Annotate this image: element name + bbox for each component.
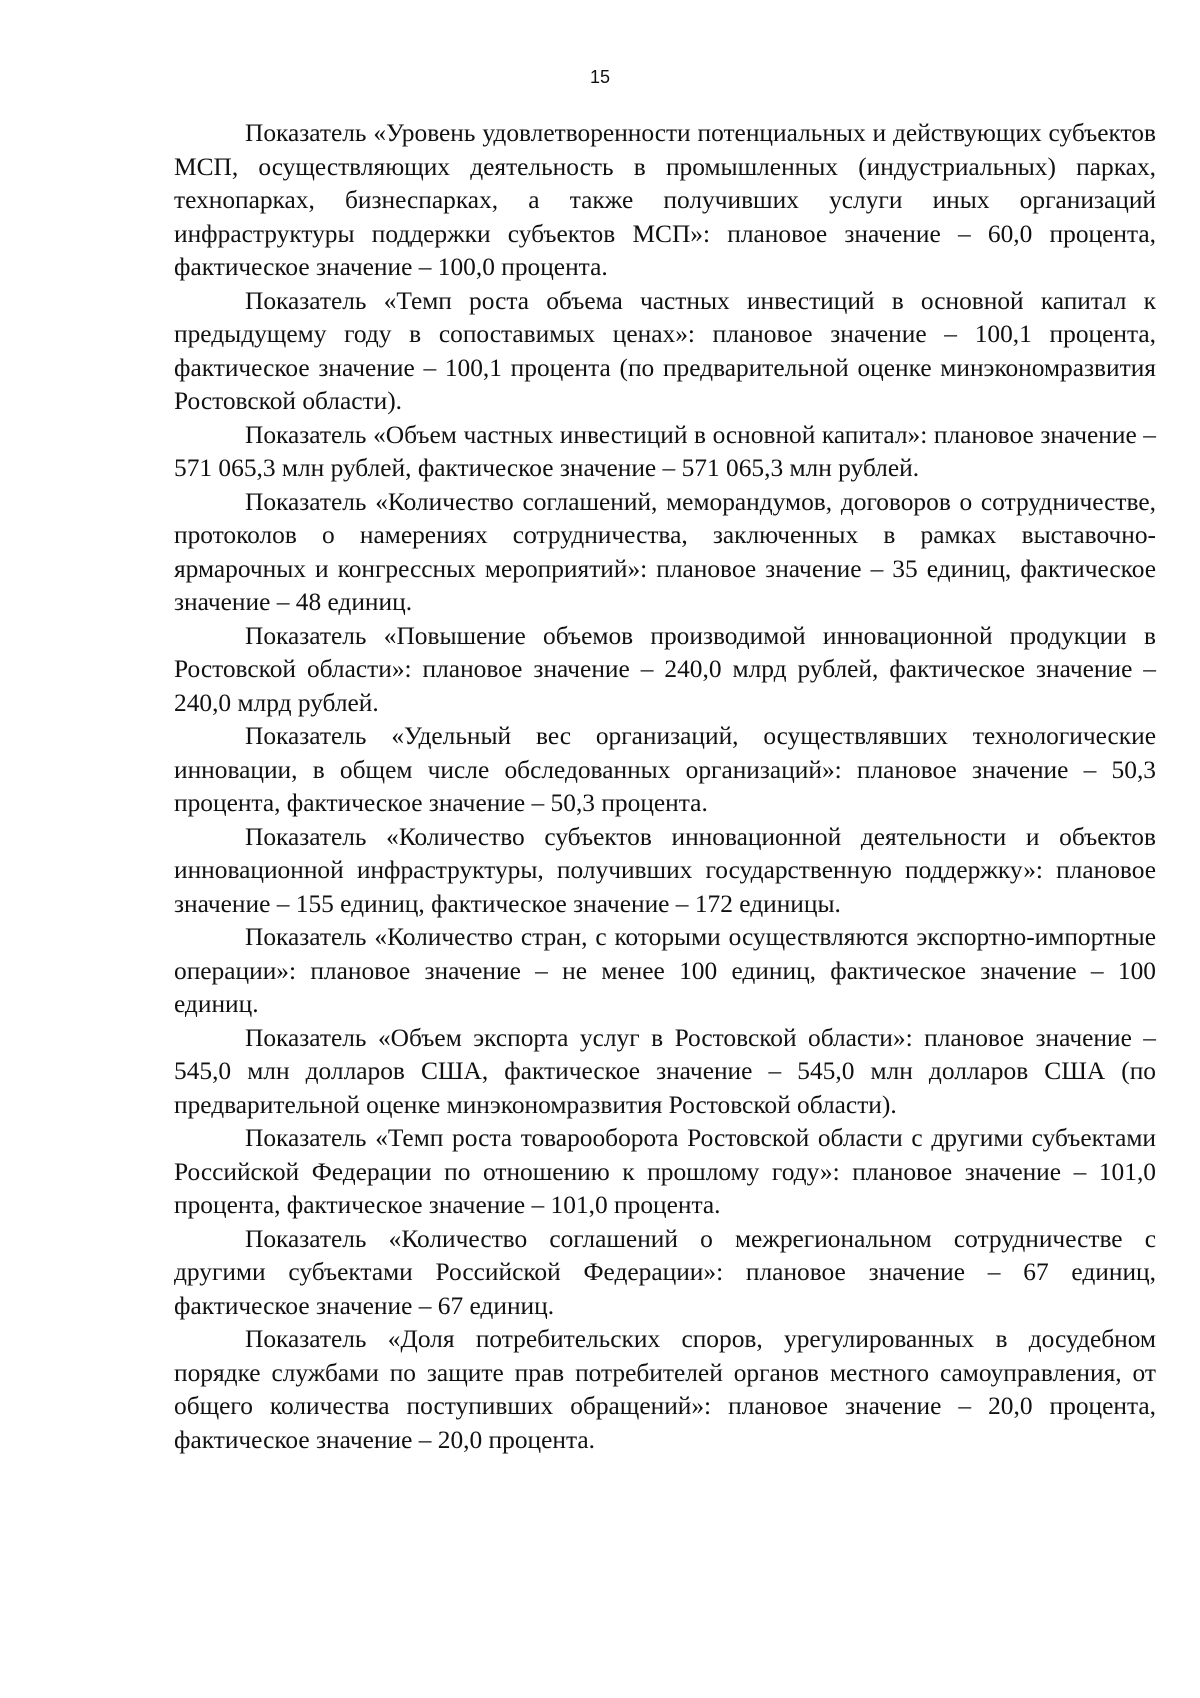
paragraph-3: Показатель «Объем частных инвестиций в основной капитал»: плановое значение – 571 065,3 млн рублей, фактическое значение – 571 065,3 млн рублей. (174, 420, 1156, 482)
paragraph-9: Показатель «Объем экспорта услуг в Ростовской области»: плановое значение – 545,0 млн долларов США, фактическое значение – 545,0 млн долларов США (по предварительной оценке минэкономразвития Ростовской области). (174, 1023, 1156, 1119)
page-number: 15 (589, 67, 611, 87)
document-body (174, 117, 1156, 1457)
paragraph-10: Показатель «Темп роста товарооборота Ростовской области с другими субъектами Российской Федерации по отношению к прошлому году»: плановое значение – 101,0 процента, фактическое значение – 101,0 процента. (174, 1124, 1156, 1219)
paragraph-12: Показатель «Доля потребительских споров, урегулированных в досудебном порядке службами по защите прав потребителей органов местного самоуправления, от общего количества поступивших обращений»: плановое значение – 20,0 процента, фактическое значение – 20,0 процента. (174, 1325, 1156, 1454)
paragraph-11: Показатель «Количество соглашений о межрегиональном сотрудничестве с другими субъектами Российской Федерации»: плановое значение – 67 единиц, фактическое значение – 67 единиц. (174, 1224, 1156, 1320)
paragraph-6: Показатель «Удельный вес организаций, осуществлявших технологические инновации, в общем числе обследованных организаций»: плановое значение – 50,3 процента, фактическое значение – 50,3 процента. (174, 722, 1156, 817)
paragraph-2: Показатель «Темп роста объема частных инвестиций в основной капитал к предыдущему году в сопоставимых ценах»: плановое значение – 100,1 процента, фактическое значение – 100,1 процента (по предварительной оценке минэкономразвития Ростовской области). (174, 286, 1156, 415)
paragraph-4: Показатель «Количество соглашений, меморандумов, договоров о сотрудничестве, протоколов о намерениях сотрудничества, заключенных в рамках выставочно-ярмарочных и конгрессных мероприятий»: плановое значение – 35 единиц, фактическое значение – 48 единиц. (174, 487, 1156, 616)
paragraph-1: Показатель «Уровень удовлетворенности потенциальных и действующих субъектов МСП, осуществляющих деятельность в промышленных (индустриальных) парках, технопарках, бизнеспарках, а также получивших услуги иных организаций инфраструктуры поддержки субъектов МСП»: плановое значение – 60,0 процента, фактическое значение – 100,0 процента. (174, 119, 1156, 281)
paragraph-8: Показатель «Количество стран, с которыми осуществляются экспортно-импортные операции»: плановое значение – не менее 100 единиц, фактическое значение – 100 единиц. (174, 923, 1156, 1018)
paragraph-5: Показатель «Повышение объемов производимой инновационной продукции в Ростовской области»: плановое значение – 240,0 млрд рублей, фактическое значение – 240,0 млрд рублей. (174, 621, 1156, 717)
paragraph-7: Показатель «Количество субъектов инновационной деятельности и объектов инновационной инфраструктуры, получивших государственную поддержку»: плановое значение – 155 единиц, фактическое значение – 172 единицы. (174, 822, 1156, 918)
